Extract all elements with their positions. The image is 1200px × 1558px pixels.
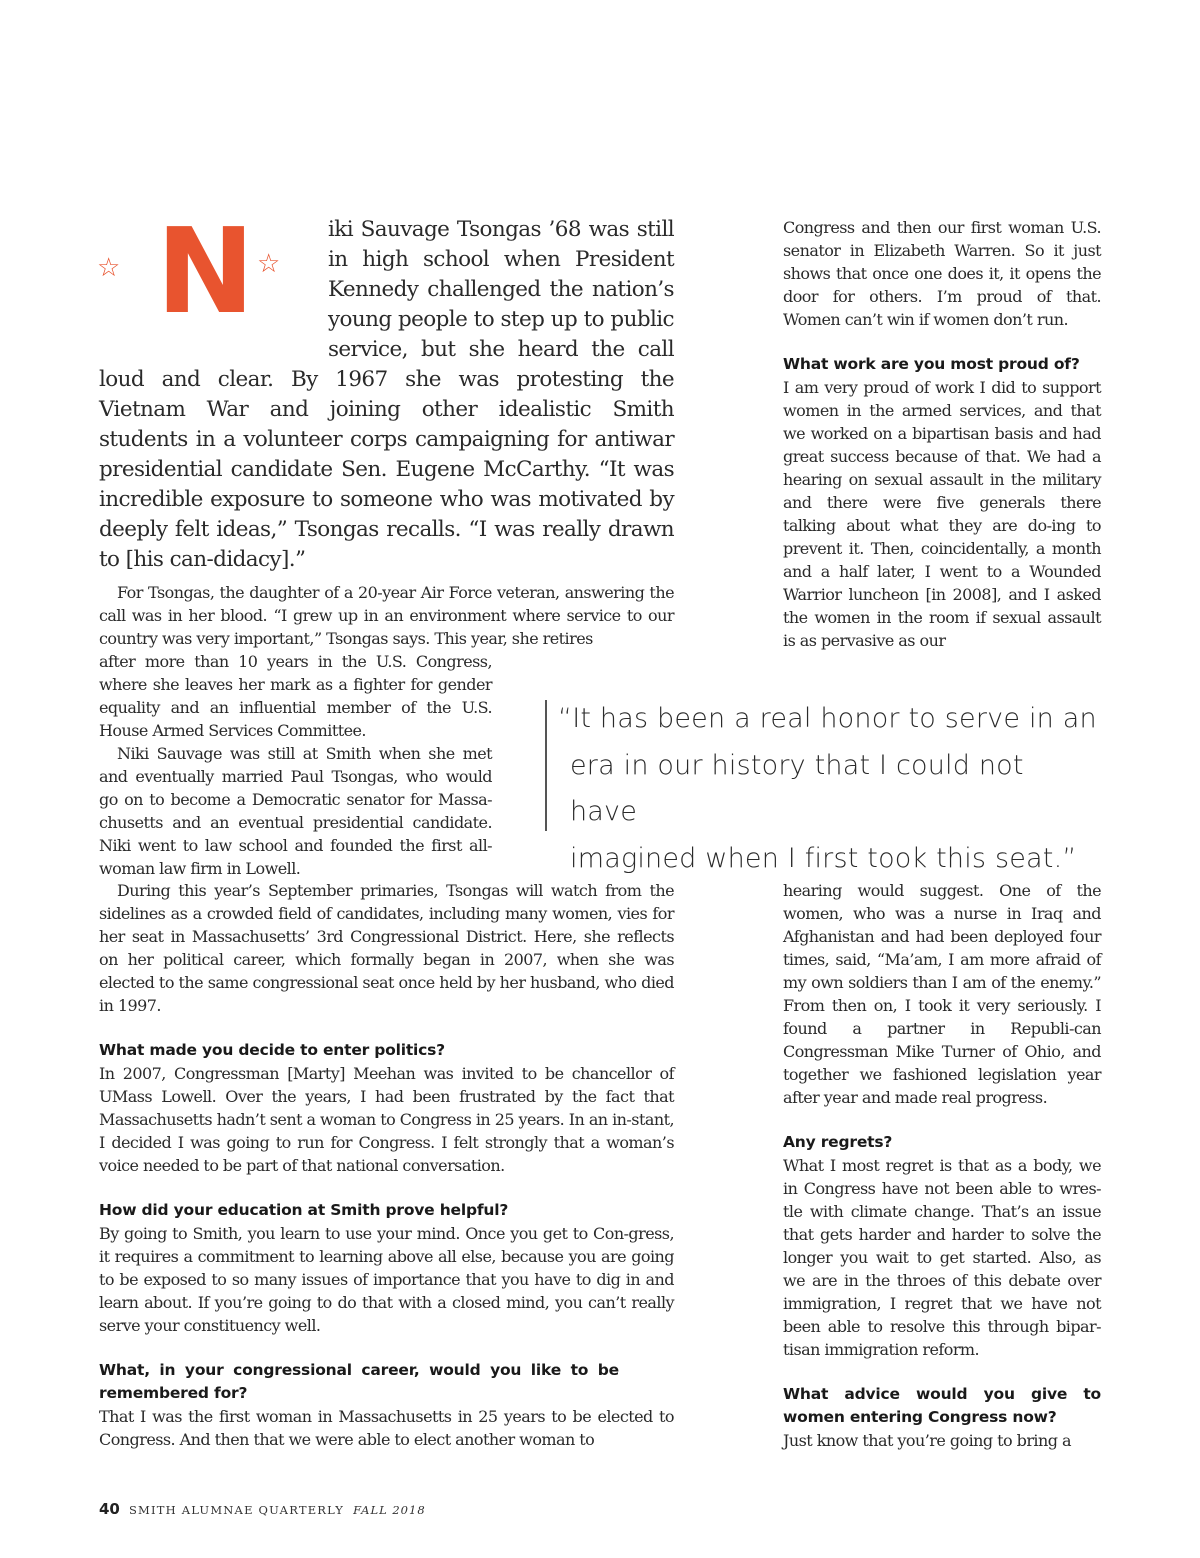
pull-quote (558, 696, 1098, 882)
folio (99, 1499, 426, 1518)
issue-label: FALL 2018 (353, 1503, 426, 1517)
star-right-icon: ☆ (257, 249, 281, 279)
drop-cap: N (156, 202, 251, 340)
paragraph-1: For Tsongas, the daughter of a 20-year Air Force veteran, answering the call was in her blood. “I grew up in an environment where service to our country was very important,” Tsongas says. This year, she retires (99, 583, 674, 648)
star-left-icon: ☆ (97, 253, 121, 283)
right-column-top (783, 216, 1101, 652)
pull-quote-line-2: era in our history that I could not have (570, 749, 1024, 827)
answer-2: By going to Smith, you learn to use your mind. Once you get to Con-gress, it requires a commitment to learning above all else, because you are going to be exposed to so many issues of importance that you have to dig in and learn about. If you’re going to do that with a closed mind, you can’t really serve your constituency well. (99, 1224, 674, 1335)
intro-line-5: service, but she heard the call (328, 337, 674, 362)
intro-line-1: iki Sauvage Tsongas ’68 was still (328, 217, 674, 242)
intro-paragraph: loud and clear. By 1967 she was protesting the Vietnam War and joining other idealistic Smith students in a volunteer corps campaigning for antiwar presidential candidate Sen. Eugene McCarthy. “It was incredible exposure to someone who was motivated by deeply felt ideas,” Tsongas recalls. “I was really drawn to [his can-didacy].” (99, 367, 674, 572)
pull-quote-line-3: imagined when I first took this seat.” (570, 842, 1077, 874)
left-column-bottom (99, 879, 674, 1451)
question-4: What work are you most proud of? (783, 355, 1080, 373)
answer-4-part-1: I am very proud of work I did to support women in the armed services, and that we worked on a bipartisan basis and had great success because of that. We had a hearing on sexual assault in the military and there were five generals there talking about what they are do-ing to prevent it. Then, coincidentally, a month and a half later, I went to a Wounded Warrior luncheon [in 2008], and I asked the women in the room if sexual assault is as pervasive as our (783, 378, 1101, 650)
answer-3: That I was the first woman in Massachusetts in 25 years to be elected to Congress. And then that we were able to elect another woman to (99, 1407, 674, 1449)
intro-line-2: in high school when President (328, 247, 674, 272)
right-paragraph-top: Congress and then our first woman U.S. senator in Elizabeth Warren. So it just shows that once one does it, it opens the door for others. I’m proud of that. Women can’t win if women don’t run. (783, 218, 1101, 329)
question-2: How did your education at Smith prove helpful? (99, 1201, 509, 1219)
answer-4-part-2: hearing would suggest. One of the women, who was a nurse in Iraq and Afghanistan and had been deployed four times, said, “Ma’am, I am more afraid of my own soldiers than I am of the enemy.” From then on, I took it very seriously. I found a partner in Republi-can Congressman Mike Turner of Ohio, and together we fashioned legislation year after year and made real progress. (783, 881, 1101, 1107)
intro-narrow (328, 215, 674, 365)
left-column-narrow (99, 650, 492, 880)
question-1: What made you decide to enter politics? (99, 1041, 445, 1059)
paragraph-1-cont: after more than 10 years in the U.S. Congress, where she leaves her mark as a fighter for gender equality and an influential member of the U.S. House Armed Services Committee. (99, 652, 492, 740)
question-6: What advice would you give to women entering Congress now? (783, 1385, 1101, 1426)
answer-6: Just know that you’re going to bring a (783, 1431, 1071, 1450)
answer-1: In 2007, Congressman [Marty] Meehan was invited to be chancellor of UMass Lowell. Over the years, I had been frustrated by the fact that Massachusetts hadn’t sent a woman to Congress in 25 years. In an in-stant, I decided I was going to run for Congress. I felt strongly that a woman’s voice needed to be part of that national conversation. (99, 1064, 674, 1175)
page-number: 40 (99, 1500, 120, 1518)
answer-5: What I most regret is that as a body, we in Congress have not been able to wres-tle with climate change. That’s an issue that gets harder and harder to solve the longer you wait to get started. Also, as we are in the throes of this debate over immigration, I regret that we have not been able to resolve this through bipar-tisan immigration reform. (783, 1156, 1101, 1359)
intro-line-3: Kennedy challenged the nation’s (328, 277, 674, 302)
intro-line-4: young people to step up to public (328, 307, 674, 332)
paragraph-3: During this year’s September primaries, Tsongas will watch from the sidelines as a crowded field of candidates, including many women, vies for her seat in Massachusetts’ 3rd Congressional District. Here, she reflects on her political career, which formally began in 2007, when she was elected to the same congressional seat once held by her husband, who died in 1997. (99, 881, 674, 1015)
question-5: Any regrets? (783, 1133, 893, 1151)
magazine-name: SMITH ALUMNAE QUARTERLY (128, 1503, 345, 1517)
paragraph-2: Niki Sauvage was still at Smith when she met and eventually married Paul Tsongas, who would go on to become a Democratic senator for Massa-chusetts and an eventual presidential candidate. Niki went to law school and founded the first all-woman law firm in Lowell. (99, 744, 492, 878)
left-column-top (99, 581, 674, 650)
pull-quote-line-1: “It has been a real honor to serve in an (558, 703, 1097, 734)
right-column-bottom (783, 879, 1101, 1452)
pull-quote-rule (545, 700, 547, 831)
question-3: What, in your congressional career, would you like to be remembered for? (99, 1361, 619, 1402)
